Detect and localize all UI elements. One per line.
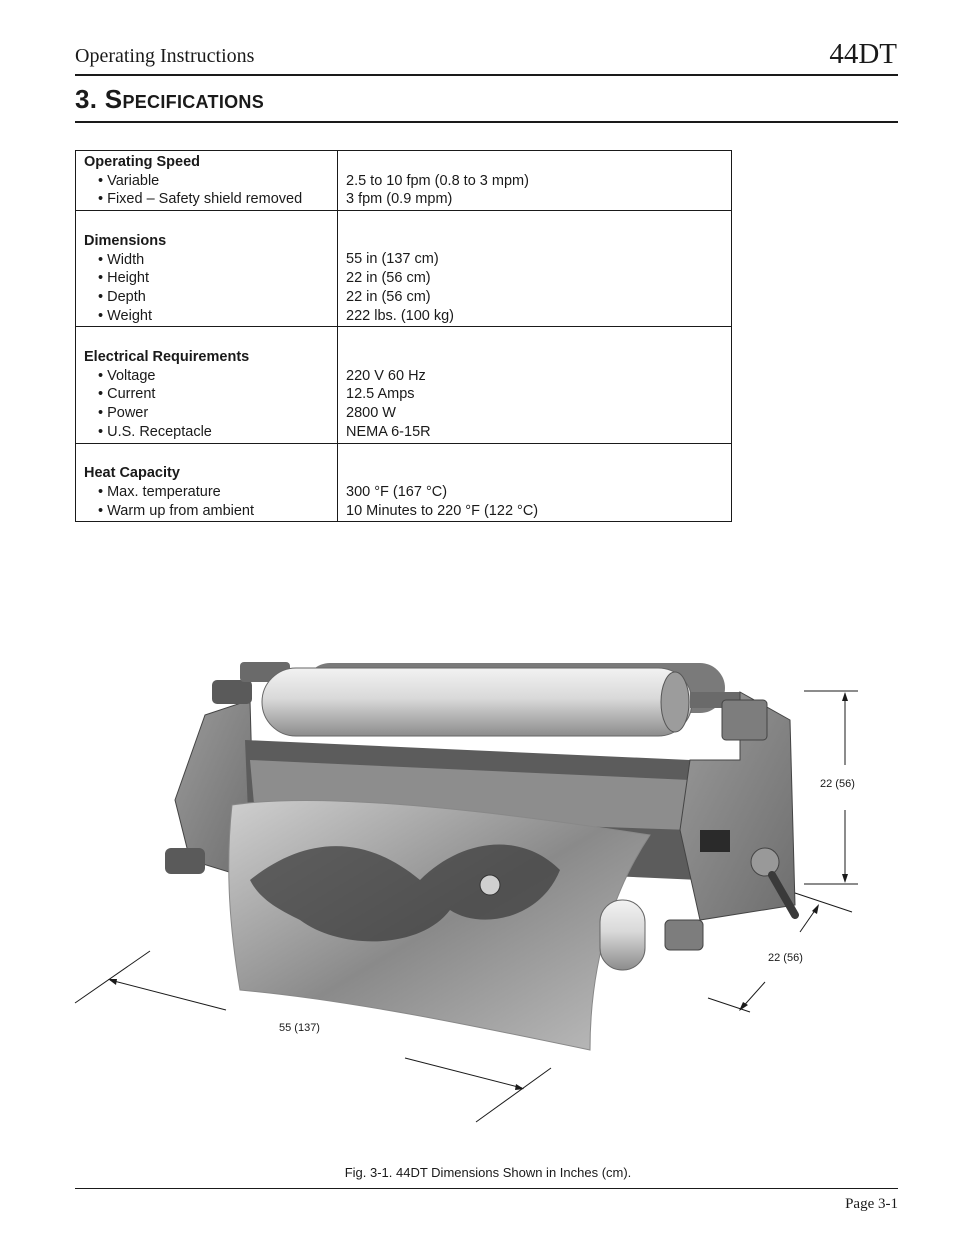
spec-group-dimensions (76, 211, 732, 327)
spec-value: 222 lbs. (100 kg) (346, 307, 455, 324)
spec-values-cell (338, 211, 732, 327)
spec-values-cell (338, 151, 732, 211)
spec-value: 3 fpm (0.9 mpm) (346, 191, 453, 208)
spec-group-title: Dimensions (84, 232, 167, 249)
spec-value: NEMA 6-15R (346, 423, 431, 440)
laminator-dimension-figure (0, 640, 954, 1160)
footer-rule (75, 1188, 898, 1189)
spec-group-title: Heat Capacity (84, 465, 180, 482)
spec-label: • Width (98, 251, 145, 268)
spec-label: • Power (98, 405, 149, 422)
spec-value: 12.5 Amps (346, 386, 415, 403)
spec-group-operating-speed (76, 151, 732, 211)
header-left-title: Operating Instructions (75, 45, 255, 67)
spec-values-cell (338, 443, 732, 522)
height-dimension-label: 22 (56) (820, 778, 855, 790)
spec-value: 10 Minutes to 220 °F (122 °C) (346, 502, 539, 519)
spec-label: • Variable (98, 172, 160, 189)
section-title-rule (75, 121, 898, 123)
spec-group-title: Electrical Requirements (84, 349, 250, 365)
spec-group-title: Operating Speed (84, 154, 201, 170)
page-number: Page 3-1 (845, 1196, 898, 1212)
spec-labels-cell (76, 211, 338, 327)
spec-value: 220 V 60 Hz (346, 367, 426, 384)
spec-labels-cell (76, 327, 338, 443)
spec-label: • Max. temperature (98, 483, 221, 500)
height-dimension (804, 691, 858, 884)
spec-value: 22 in (56 cm) (346, 288, 431, 305)
spec-label: • Current (98, 386, 156, 403)
spec-label: • Voltage (98, 367, 156, 384)
spec-value: 300 °F (167 °C) (346, 483, 448, 500)
spec-group-heat-capacity (76, 443, 732, 522)
spec-label: • Depth (98, 288, 146, 305)
spec-values-cell (338, 327, 732, 443)
spec-label: • Height (98, 270, 150, 287)
header-model-name: 44DT (829, 38, 897, 70)
laminator-machine-image (165, 662, 795, 1050)
figure-caption: Fig. 3-1. 44DT Dimensions Shown in Inches (cm). (344, 1165, 632, 1180)
section-title: 3. Specifications (75, 84, 265, 114)
spec-labels-cell (76, 151, 338, 211)
depth-dimension-label: 22 (56) (768, 952, 803, 964)
spec-value: 55 in (137 cm) (346, 251, 439, 268)
spec-value: 2800 W (346, 405, 396, 422)
spec-group-electrical (76, 327, 732, 443)
spec-value: 2.5 to 10 fpm (0.8 to 3 mpm) (346, 172, 529, 189)
spec-labels-cell (76, 443, 338, 522)
specifications-table (75, 150, 732, 522)
header-rule (75, 74, 898, 76)
spec-label: • Weight (98, 307, 152, 324)
spec-label: • U.S. Receptacle (98, 423, 212, 440)
width-dimension-label: 55 (137) (279, 1022, 320, 1034)
spec-value: 22 in (56 cm) (346, 270, 431, 287)
spec-label: • Warm up from ambient (98, 502, 255, 519)
spec-label: • Fixed – Safety shield removed (98, 191, 303, 208)
